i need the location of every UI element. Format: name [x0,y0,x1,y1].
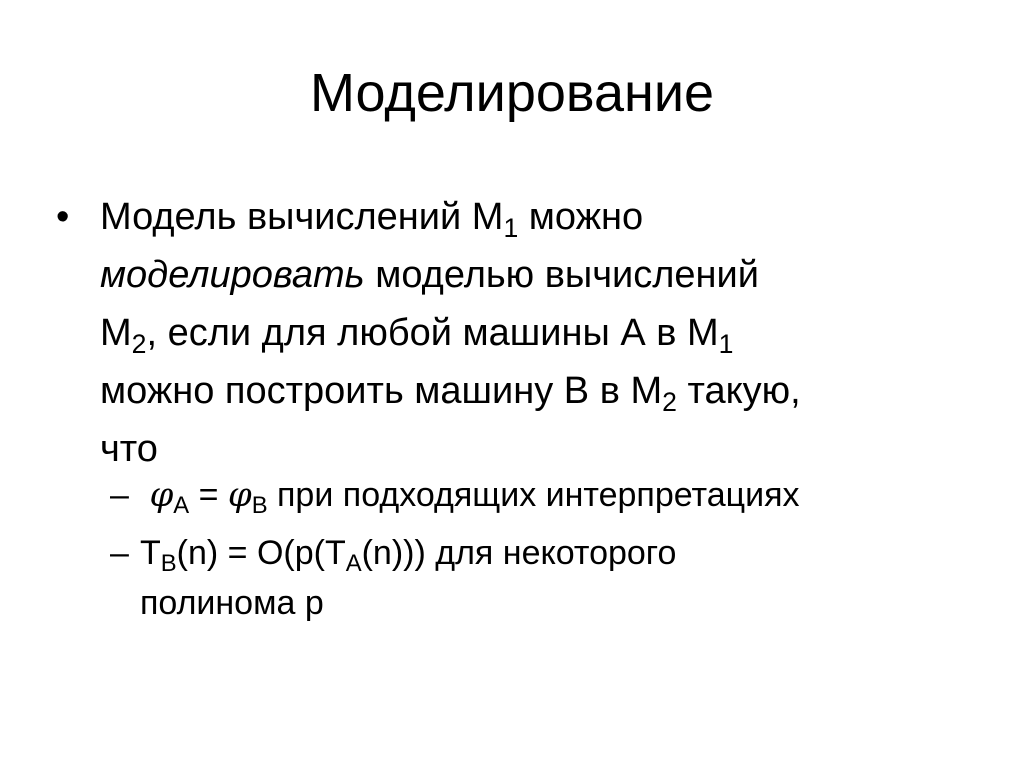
bullet-line-2 [100,246,960,304]
subscript-4: 2 [662,386,677,417]
phi-symbol: φ [227,475,252,515]
subscript-a: A [345,550,362,578]
sub-bullet-marker: – [110,534,129,572]
sub-bullet-2-line-2: полинома p [140,584,324,622]
bullet-line-5: что [100,428,158,470]
sub-bullet-marker: – [110,476,129,514]
main-bullet-text [100,188,960,478]
bullet-line-1 [100,188,960,246]
t-symbol: T [140,534,161,572]
sub-bullet-2-text [140,528,970,628]
subscript-3: 1 [718,328,734,359]
bullet-line-1-end: можно [518,196,644,238]
italic-term: моделировать [100,254,365,296]
bullet-line-3-start: М [100,312,132,354]
subscript-b: B [251,492,268,520]
sub-bullet-2-line-1 [140,528,970,578]
subscript-a: A [173,492,190,520]
subscript-b: B [160,550,177,578]
subscript-2: 2 [131,328,147,359]
bullet-marker: • [56,196,70,238]
formula-middle: (n) = O(p(T [176,534,346,572]
bullet-line-1-start: Модель вычислений М [100,196,504,238]
bullet-line-3 [100,304,960,362]
bullet-line-4-start: можно построить машину В в М [100,370,663,412]
phi-symbol: φ [149,475,174,515]
bullet-line-4 [100,362,960,420]
sub-bullet-1-rest: при подходящих интерпретациях [267,476,800,514]
bullet-line-2-rest: моделью вычислений [364,254,759,296]
sub-bullet-1-text [140,470,970,520]
equals-sign: = [189,476,228,514]
bullet-line-3-mid: , если для любой машины А в М [146,312,719,354]
sub-bullet-1-line [140,470,970,520]
formula-end: (n))) для некоторого [361,534,677,572]
subscript-1: 1 [503,212,519,243]
bullet-line-4-end: такую, [676,370,801,412]
slide-title: Моделирование [309,63,715,123]
